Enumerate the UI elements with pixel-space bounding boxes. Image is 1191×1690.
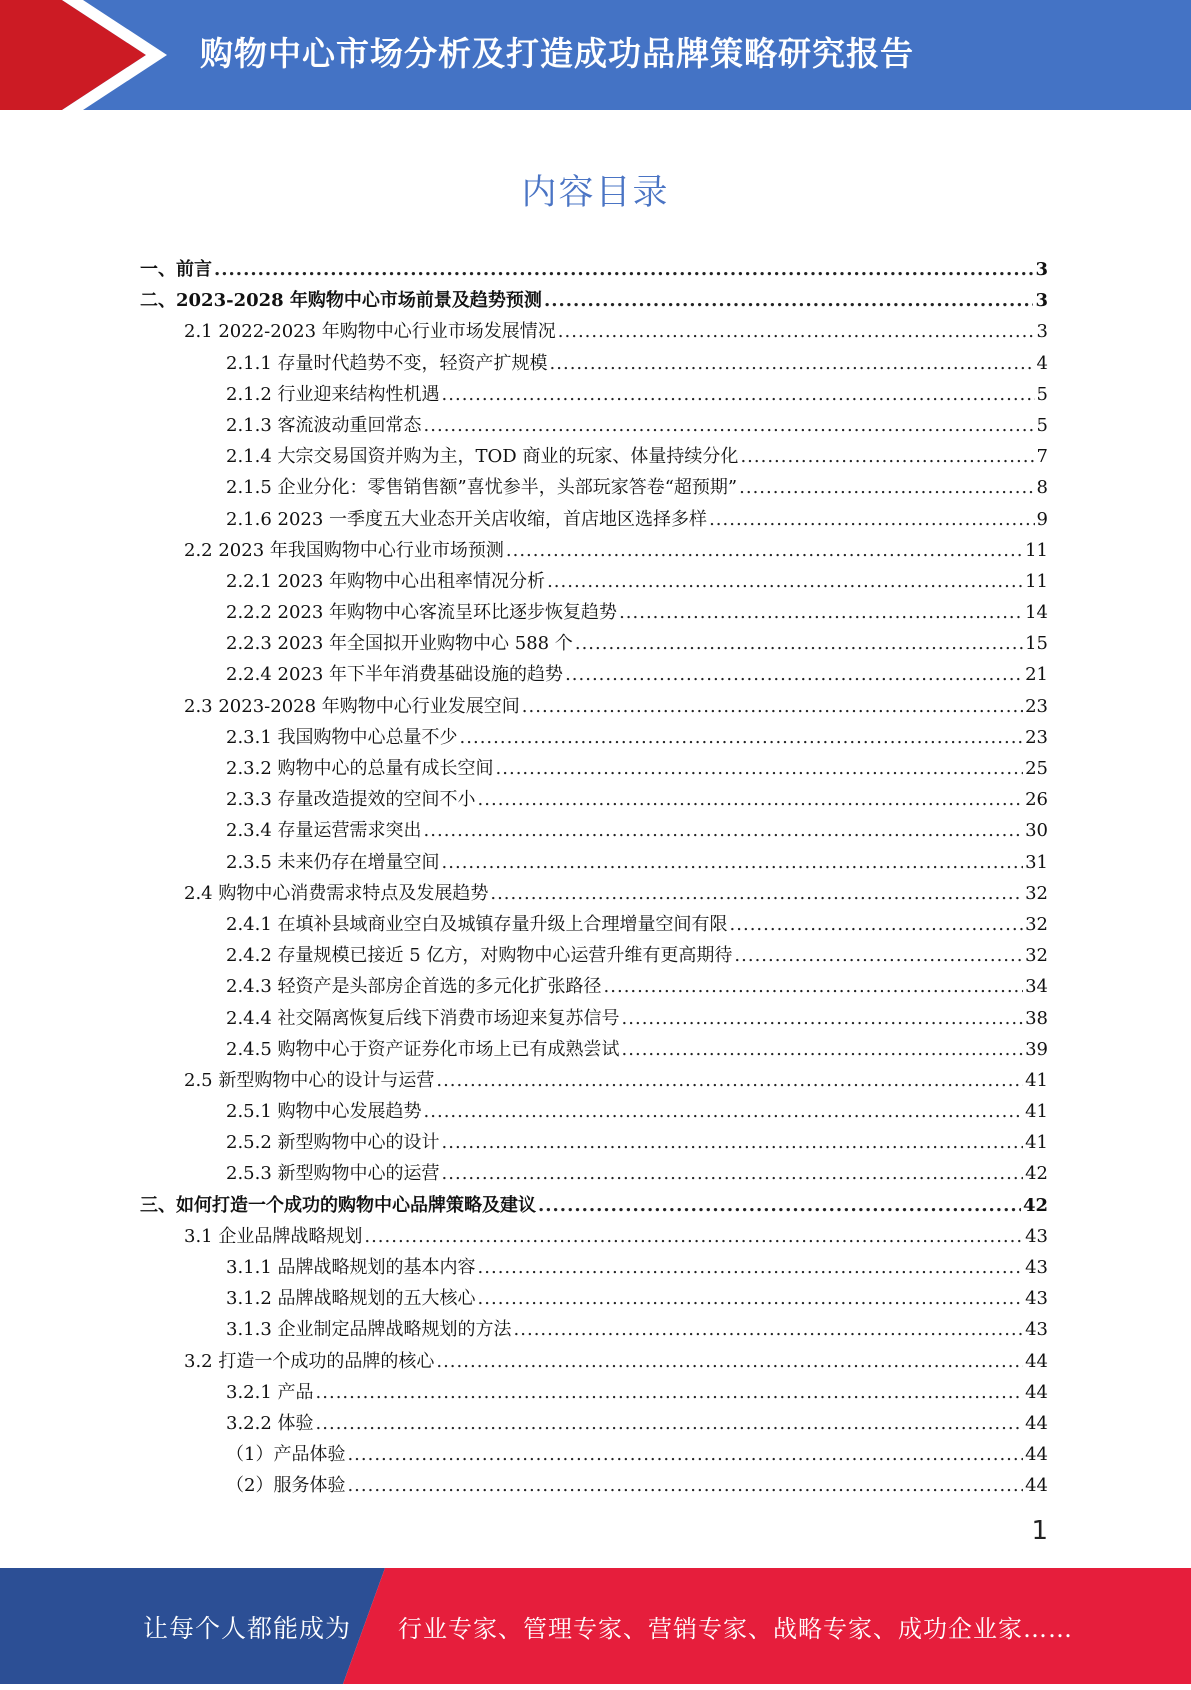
toc-dot-leader bbox=[316, 1377, 1024, 1408]
toc-entry[interactable] bbox=[140, 1314, 1048, 1345]
toc-dot-leader bbox=[622, 1034, 1024, 1065]
toc-entry[interactable] bbox=[140, 659, 1048, 690]
toc-dot-leader bbox=[619, 597, 1023, 628]
toc-dot-leader bbox=[506, 535, 1023, 566]
toc-entry[interactable] bbox=[140, 597, 1048, 628]
toc-entry-title: 2.1.2 行业迎来结构性机遇 bbox=[226, 383, 440, 405]
toc-entry[interactable] bbox=[140, 1127, 1048, 1158]
toc-entry-title: 2.5.1 购物中心发展趋势 bbox=[226, 1101, 422, 1123]
toc-entry[interactable] bbox=[140, 1221, 1048, 1252]
toc-entry[interactable] bbox=[140, 1003, 1048, 1034]
toc-entry-page: 42 bbox=[1025, 1163, 1048, 1185]
toc-dot-leader bbox=[740, 441, 1034, 472]
toc-dot-leader bbox=[436, 1346, 1023, 1377]
toc-entry[interactable] bbox=[140, 254, 1048, 285]
toc-dot-leader bbox=[442, 847, 1024, 878]
toc-entry-title: 2.4 购物中心消费需求特点及发展趋势 bbox=[184, 882, 489, 904]
toc-entry-title: （1）产品体验 bbox=[226, 1444, 346, 1466]
toc-dot-leader bbox=[214, 254, 1033, 285]
toc-entry-page: 3 bbox=[1035, 290, 1048, 312]
toc-dot-leader bbox=[490, 878, 1023, 909]
toc-dot-leader bbox=[424, 1096, 1024, 1127]
toc-dot-leader bbox=[730, 909, 1024, 940]
toc-entry-title: 三、如何打造一个成功的购物中心品牌策略及建议 bbox=[140, 1194, 536, 1216]
toc-entry-page: 8 bbox=[1036, 477, 1048, 499]
toc-entry-page: 42 bbox=[1022, 1194, 1048, 1216]
toc-entry-title: 3.2.1 产品 bbox=[226, 1381, 314, 1403]
toc-entry-page: 32 bbox=[1025, 882, 1048, 904]
toc-dot-leader bbox=[565, 659, 1023, 690]
toc-entry-title: 3.1.2 品牌战略规划的五大核心 bbox=[226, 1288, 476, 1310]
toc-entry-page: 25 bbox=[1025, 758, 1048, 779]
toc-dot-leader bbox=[538, 1190, 1021, 1221]
toc-entry[interactable] bbox=[140, 784, 1048, 815]
toc-entry-title: 2.1.3 客流波动重回常态 bbox=[226, 414, 422, 436]
toc-entry-title: 3.1.3 企业制定品牌战略规划的方法 bbox=[226, 1319, 512, 1341]
toc-entry-page: 31 bbox=[1025, 851, 1048, 873]
toc-dot-leader bbox=[709, 504, 1034, 535]
toc-entry-page: 5 bbox=[1036, 383, 1048, 405]
header-red-chevron bbox=[0, 0, 146, 110]
toc-entry-page: 3 bbox=[1035, 259, 1048, 280]
toc-entry-title: 2.4.2 存量规模已接近 5 亿方，对购物中心运营升维有更高期待 bbox=[226, 945, 733, 967]
toc-entry-page: 44 bbox=[1025, 1381, 1048, 1403]
toc-entry[interactable] bbox=[140, 1065, 1048, 1096]
toc-dot-leader bbox=[347, 1439, 1023, 1470]
toc-dot-leader bbox=[364, 1221, 1023, 1252]
table-of-contents bbox=[140, 254, 1048, 1502]
toc-entry-title: 2.5.2 新型购物中心的设计 bbox=[226, 1132, 440, 1154]
toc-entry[interactable] bbox=[140, 1283, 1048, 1314]
toc-entry[interactable] bbox=[140, 316, 1048, 347]
toc-entry[interactable] bbox=[140, 847, 1048, 878]
toc-entry[interactable] bbox=[140, 285, 1048, 316]
toc-entry[interactable] bbox=[140, 379, 1048, 410]
toc-entry[interactable] bbox=[140, 628, 1048, 659]
toc-entry-page: 26 bbox=[1025, 789, 1048, 811]
toc-entry-title: 3.1 企业品牌战略规划 bbox=[184, 1225, 363, 1247]
toc-entry[interactable] bbox=[140, 691, 1048, 722]
toc-entry[interactable] bbox=[140, 410, 1048, 441]
toc-entry-title: 2.3.3 存量改造提效的空间不小 bbox=[226, 789, 476, 811]
toc-entry[interactable] bbox=[140, 348, 1048, 379]
toc-entry-title: 2.5 新型购物中心的设计与运营 bbox=[184, 1069, 435, 1091]
toc-entry-title: 2.2.1 2023 年购物中心出租率情况分析 bbox=[226, 570, 546, 592]
header-band bbox=[0, 0, 1191, 110]
toc-entry[interactable] bbox=[140, 566, 1048, 597]
toc-entry-title: （2）服务体验 bbox=[226, 1475, 346, 1497]
toc-entry-title: 2.4.5 购物中心于资产证券化市场上已有成熟尝试 bbox=[226, 1038, 620, 1060]
toc-entry-title: 2.3.4 存量运营需求突出 bbox=[226, 820, 422, 842]
toc-entry-page: 4 bbox=[1036, 352, 1048, 374]
toc-dot-leader bbox=[514, 1314, 1024, 1345]
toc-entry[interactable] bbox=[140, 1034, 1048, 1065]
toc-entry-title: 二、2023-2028 年购物中心市场前景及趋势预测 bbox=[140, 290, 542, 312]
toc-entry-title: 2.4.1 在填补县域商业空白及城镇存量升级上合理增量空间有限 bbox=[226, 913, 728, 935]
toc-heading: 内容目录 bbox=[521, 173, 670, 213]
toc-entry[interactable] bbox=[140, 1408, 1048, 1439]
toc-entry-title: 3.2 打造一个成功的品牌的核心 bbox=[184, 1350, 435, 1372]
page-number: 1 bbox=[1031, 1516, 1048, 1546]
toc-dot-leader bbox=[347, 1470, 1023, 1501]
toc-entry-page: 23 bbox=[1025, 726, 1048, 748]
toc-entry-page: 23 bbox=[1025, 695, 1048, 717]
toc-entry[interactable] bbox=[140, 472, 1048, 503]
toc-entry-page: 44 bbox=[1025, 1412, 1048, 1434]
toc-entry[interactable] bbox=[140, 1252, 1048, 1283]
toc-entry-title: 2.2 2023 年我国购物中心行业市场预测 bbox=[184, 539, 504, 561]
toc-entry-page: 39 bbox=[1025, 1038, 1048, 1060]
footer-slogan-left: 让每个人都能成为 bbox=[143, 1614, 352, 1643]
toc-dot-leader bbox=[522, 691, 1023, 722]
toc-entry-page: 11 bbox=[1025, 570, 1048, 592]
toc-dot-leader bbox=[575, 628, 1023, 659]
toc-dot-leader bbox=[734, 940, 1023, 971]
toc-entry-page: 44 bbox=[1025, 1475, 1048, 1497]
toc-dot-leader bbox=[604, 971, 1024, 1002]
toc-entry-page: 15 bbox=[1025, 633, 1048, 655]
footer-band bbox=[0, 1568, 1191, 1684]
toc-entry-page: 41 bbox=[1025, 1069, 1048, 1091]
toc-entry-page: 21 bbox=[1025, 664, 1048, 686]
toc-dot-leader bbox=[547, 566, 1023, 597]
toc-entry[interactable] bbox=[140, 1346, 1048, 1377]
footer-slogan-right: 行业专家、管理专家、营销专家、战略专家、成功企业家…… bbox=[398, 1615, 1073, 1643]
toc-entry-page: 43 bbox=[1025, 1225, 1048, 1247]
toc-entry[interactable] bbox=[140, 878, 1048, 909]
toc-entry-page: 32 bbox=[1025, 913, 1048, 935]
toc-entry[interactable] bbox=[140, 504, 1048, 535]
toc-entry[interactable] bbox=[140, 722, 1048, 753]
toc-entry-title: 2.4.4 社交隔离恢复后线下消费市场迎来复苏信号 bbox=[226, 1007, 620, 1029]
toc-dot-leader bbox=[558, 316, 1035, 347]
toc-dot-leader bbox=[478, 1283, 1024, 1314]
toc-dot-leader bbox=[544, 285, 1034, 316]
toc-dot-leader bbox=[442, 1127, 1024, 1158]
toc-entry-page: 43 bbox=[1025, 1288, 1048, 1310]
toc-dot-leader bbox=[436, 1065, 1023, 1096]
toc-entry[interactable] bbox=[140, 753, 1048, 784]
toc-entry-page: 7 bbox=[1036, 446, 1048, 468]
toc-dot-leader bbox=[478, 1252, 1024, 1283]
toc-entry-title: 2.2.3 2023 年全国拟开业购物中心 588 个 bbox=[226, 633, 573, 655]
toc-entry-title: 2.1.6 2023 一季度五大业态开关店收缩，首店地区选择多样 bbox=[226, 508, 708, 530]
toc-entry-page: 3 bbox=[1036, 321, 1048, 343]
toc-entry[interactable] bbox=[140, 441, 1048, 472]
toc-entry[interactable] bbox=[140, 940, 1048, 971]
toc-dot-leader bbox=[460, 722, 1024, 753]
toc-entry[interactable] bbox=[140, 1377, 1048, 1408]
toc-entry-title: 2.1.1 存量时代趋势不变，轻资产扩规模 bbox=[226, 352, 548, 374]
toc-entry-page: 43 bbox=[1025, 1319, 1048, 1341]
toc-entry-title: 3.2.2 体验 bbox=[226, 1412, 314, 1434]
toc-entry-page: 38 bbox=[1025, 1007, 1048, 1029]
toc-dot-leader bbox=[739, 472, 1034, 503]
toc-entry-page: 9 bbox=[1036, 508, 1048, 530]
toc-entry-title: 2.5.3 新型购物中心的运营 bbox=[226, 1163, 440, 1185]
toc-entry-title: 2.3.5 未来仍存在增量空间 bbox=[226, 851, 440, 873]
toc-dot-leader bbox=[316, 1408, 1024, 1439]
toc-entry-page: 11 bbox=[1025, 539, 1048, 561]
toc-dot-leader bbox=[622, 1003, 1024, 1034]
toc-entry-title: 2.1.4 大宗交易国资并购为主，TOD 商业的玩家、体量持续分化 bbox=[226, 446, 739, 468]
toc-dot-leader bbox=[496, 753, 1024, 784]
toc-entry[interactable] bbox=[140, 1096, 1048, 1127]
toc-entry[interactable] bbox=[140, 1470, 1048, 1501]
toc-entry[interactable] bbox=[140, 1190, 1048, 1221]
toc-entry[interactable] bbox=[140, 971, 1048, 1002]
toc-entry[interactable] bbox=[140, 815, 1048, 846]
toc-entry-page: 44 bbox=[1025, 1350, 1048, 1372]
toc-entry[interactable] bbox=[140, 909, 1048, 940]
toc-dot-leader bbox=[424, 410, 1035, 441]
toc-dot-leader bbox=[442, 1158, 1024, 1189]
toc-entry-page: 30 bbox=[1025, 820, 1048, 842]
toc-entry-page: 41 bbox=[1025, 1132, 1048, 1154]
toc-entry-page: 14 bbox=[1025, 602, 1048, 624]
toc-entry-page: 34 bbox=[1025, 976, 1048, 998]
toc-entry-title: 2.3.2 购物中心的总量有成长空间 bbox=[226, 758, 494, 779]
toc-entry-title: 2.2.4 2023 年下半年消费基础设施的趋势 bbox=[226, 664, 564, 686]
toc-entry-title: 2.2.2 2023 年购物中心客流呈环比逐步恢复趋势 bbox=[226, 602, 618, 624]
toc-entry-title: 2.1 2022-2023 年购物中心行业市场发展情况 bbox=[184, 321, 556, 343]
toc-entry-page: 41 bbox=[1025, 1101, 1048, 1123]
toc-entry[interactable] bbox=[140, 1158, 1048, 1189]
toc-entry-page: 5 bbox=[1036, 414, 1048, 436]
toc-entry[interactable] bbox=[140, 1439, 1048, 1470]
toc-entry[interactable] bbox=[140, 535, 1048, 566]
toc-dot-leader bbox=[424, 815, 1024, 846]
report-title: 购物中心市场分析及打造成功品牌策略研究报告 bbox=[200, 34, 914, 73]
toc-dot-leader bbox=[442, 379, 1035, 410]
toc-entry-title: 3.1.1 品牌战略规划的基本内容 bbox=[226, 1257, 476, 1278]
toc-dot-leader bbox=[550, 348, 1035, 379]
toc-entry-title: 2.1.5 企业分化：零售销售额”喜忧参半，头部玩家答卷“超预期” bbox=[226, 477, 738, 499]
toc-entry-page: 44 bbox=[1025, 1444, 1048, 1466]
toc-entry-page: 43 bbox=[1025, 1257, 1048, 1278]
toc-entry-title: 2.3.1 我国购物中心总量不少 bbox=[226, 726, 458, 748]
toc-entry-title: 一、前言 bbox=[140, 259, 212, 280]
toc-dot-leader bbox=[478, 784, 1024, 815]
toc-entry-title: 2.3 2023-2028 年购物中心行业发展空间 bbox=[184, 695, 520, 717]
toc-entry-title: 2.4.3 轻资产是头部房企首选的多元化扩张路径 bbox=[226, 976, 602, 998]
toc-entry-page: 32 bbox=[1025, 945, 1048, 967]
